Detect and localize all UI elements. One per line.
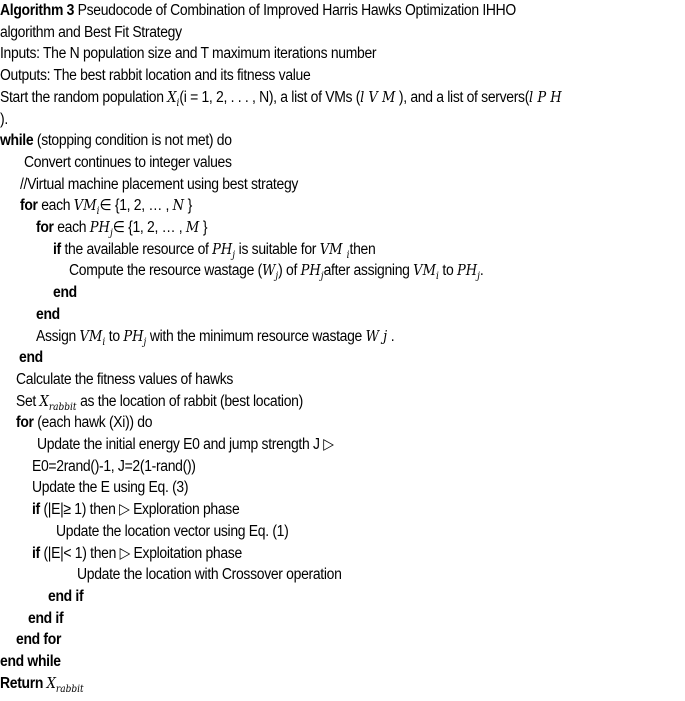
inputs-line: Inputs: The N population size and T maximum iterations number — [0, 45, 377, 63]
text: Compute the resource wastage ( — [69, 262, 262, 280]
math-m: M — [185, 220, 200, 236]
start-line — [0, 87, 562, 109]
math-wj: W j — [365, 328, 388, 345]
math-sub: j — [477, 271, 480, 283]
text: the available resource of — [60, 240, 213, 258]
text: (|E|≥ 1) then ▷ Exploration phase — [39, 501, 240, 519]
math-x: X — [46, 675, 56, 692]
text: Start the random population — [0, 88, 168, 106]
update-location-eq1-line: Update the location vector using Eq. (1) — [56, 522, 289, 540]
math-sub: i — [346, 249, 350, 261]
algorithm-title: Pseudocode of Combination of Improved Harris Hawks Optimization IHHO — [74, 2, 516, 19]
math-x: X — [39, 393, 49, 410]
for-ph-line — [36, 217, 207, 239]
text: . — [387, 327, 395, 345]
text: is suitable for — [235, 240, 320, 258]
if-exploitation-line — [32, 543, 242, 565]
keyword-if: if — [32, 501, 40, 519]
crossover-line: Update the location with Crossover operation — [77, 566, 342, 584]
text: after assigning — [323, 262, 414, 280]
for-hawk-line — [16, 412, 152, 434]
text: . — [479, 262, 484, 280]
for-vm-line — [20, 195, 192, 217]
math-w: W — [261, 263, 276, 280]
text: each — [53, 219, 90, 236]
assign-line — [36, 326, 394, 348]
update-energy-line: Update the initial energy E0 and jump strength J ▷ — [37, 436, 334, 453]
update-e-line: Update the E using Eq. (3) — [32, 479, 189, 497]
text: with the minimum resource wastage — [146, 327, 366, 345]
math-x: X — [167, 89, 177, 106]
math-vm: VM — [79, 328, 103, 345]
energy-formula-line: E0=2rand()-1, J=2(1-rand()) — [32, 457, 196, 475]
comment-line: //Virtual machine placement using best strategy — [20, 175, 299, 193]
algorithm-title-line1 — [0, 0, 516, 22]
end-if-inner: end if — [48, 587, 84, 605]
text: (i = 1, 2, . . . , N), a list of VMs ( — [179, 88, 361, 106]
text: (|E|< 1) then ▷ Exploitation phase — [39, 544, 242, 562]
keyword-while: while — [0, 132, 34, 150]
math-lph: l P H — [529, 89, 562, 106]
math-vm: VM — [413, 263, 436, 280]
if-exploration-line — [32, 499, 239, 521]
keyword-for: for — [36, 219, 54, 236]
text: then — [349, 240, 376, 258]
math-sub: j — [275, 271, 279, 283]
keyword-if: if — [53, 240, 61, 258]
math-ph: PH — [456, 263, 478, 280]
keyword-for: for — [20, 197, 38, 215]
text: ∈ {1, 2, … , — [99, 197, 173, 215]
text: Assign — [36, 327, 80, 345]
text: to — [105, 327, 124, 345]
return-line — [0, 673, 84, 695]
math-sub: i — [435, 271, 439, 283]
text: Set — [16, 392, 40, 410]
math-sub: rabbit — [48, 401, 77, 413]
text: (each hawk (Xi)) do — [33, 414, 153, 432]
math-ph: PH — [300, 263, 321, 280]
text: each — [37, 197, 74, 215]
end-if-suitable: end — [53, 284, 77, 302]
math-n: N — [172, 198, 185, 215]
set-rabbit-line — [16, 391, 303, 413]
algorithm-label: Algorithm 3 — [0, 2, 75, 19]
math-sub: rabbit — [55, 683, 84, 695]
math-ph: PH — [123, 328, 144, 345]
calc-fitness-line: Calculate the fitness values of hawks — [16, 370, 234, 388]
outputs-line: Outputs: The best rabbit location and its fitness value — [0, 67, 311, 85]
keyword-for: for — [16, 414, 34, 432]
text: ), and a list of servers( — [395, 88, 530, 106]
math-vm: VM — [73, 198, 97, 215]
math-sub: j — [320, 271, 324, 283]
convert-line: Convert continues to integer values — [24, 153, 232, 171]
end-while: end while — [0, 653, 61, 670]
compute-line — [69, 260, 483, 282]
text: (stopping condition is not met) do — [33, 132, 232, 150]
keyword-if: if — [32, 544, 40, 562]
math-ph: PH — [89, 220, 110, 236]
end-for-hawk: end for — [16, 631, 62, 649]
text: ∈ {1, 2, … , — [112, 219, 186, 236]
start-line-cont: ). — [0, 110, 8, 128]
math-sub: i — [176, 97, 180, 109]
algorithm-title-line2: algorithm and Best Fit Strategy — [0, 23, 182, 41]
text: ) of — [278, 262, 301, 280]
text: to — [438, 262, 457, 280]
math-lvm: l V M — [360, 89, 396, 106]
math-vm: VM — [319, 241, 347, 258]
text: } — [199, 219, 208, 236]
if-suitable-line — [53, 239, 375, 261]
end-for-ph: end — [36, 305, 60, 323]
while-line — [0, 130, 232, 152]
keyword-return: Return — [0, 674, 47, 692]
end-if-outer: end if — [28, 609, 64, 627]
math-sub: i — [102, 336, 106, 348]
end-for-vm: end — [19, 349, 43, 367]
math-sub: j — [232, 249, 236, 261]
text: } — [184, 197, 192, 215]
math-ph: PH — [212, 241, 233, 258]
text: as the location of rabbit (best location) — [76, 392, 303, 410]
math-sub: j — [109, 228, 113, 239]
math-sub: j — [143, 336, 147, 348]
math-sub: i — [96, 206, 100, 218]
